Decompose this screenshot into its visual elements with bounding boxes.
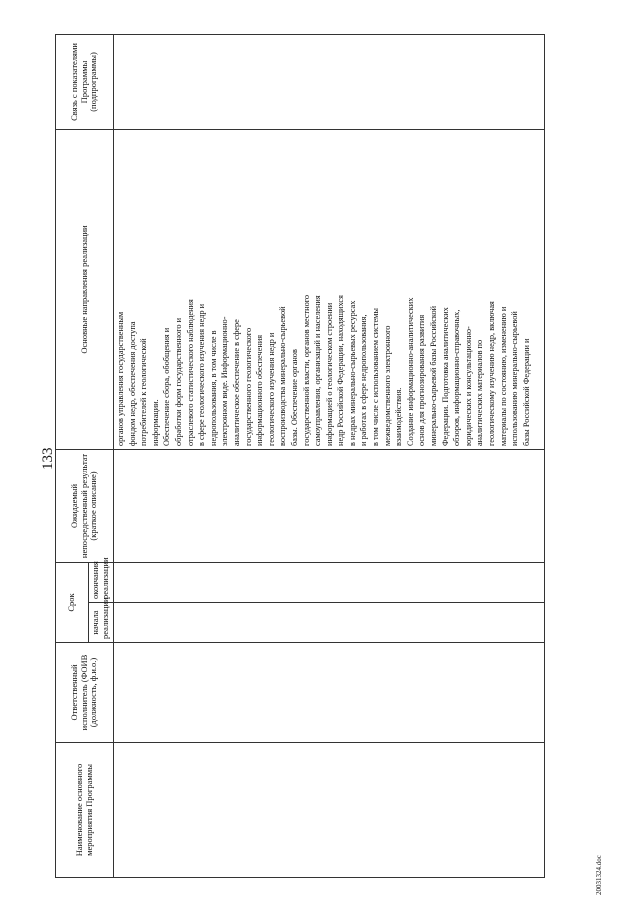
cell-expected-result [114, 450, 545, 563]
page-number: 133 [40, 447, 56, 470]
main-directions-line: межведомственного электронного [382, 325, 392, 446]
main-directions-line: воспроизводства минерально-сырьевой [278, 306, 288, 446]
cell-responsible [114, 643, 545, 743]
main-directions-line: аналитическое обеспечение в сфере [231, 319, 241, 446]
main-directions-line: базы. Обеспечение органов [289, 349, 299, 446]
program-activities-table [55, 34, 545, 878]
main-directions-line: органов управления государственным [116, 311, 125, 446]
main-directions-line: в том числе с использованием системы [371, 308, 381, 446]
cell-event-name [114, 743, 545, 878]
main-directions-line: электронном виде. Информационно- [220, 316, 230, 446]
cell-term-start [114, 603, 545, 643]
header-indicator-link: Связь с показателями Программы (подпрограммы) [56, 35, 114, 130]
main-directions-line: в недрах минерально-сырьевых ресурсах [347, 300, 357, 446]
main-directions-line: Обеспечение сбора, обобщения и [162, 327, 172, 446]
main-directions-line: информации. [150, 399, 160, 446]
main-directions-line: в сфере геологического изучения недр и [197, 303, 207, 446]
main-directions-line: потребителей к геологической [139, 338, 149, 446]
main-directions-line: обработки форм государственного и [173, 317, 183, 446]
main-directions-line: взаимодействия. [394, 387, 404, 446]
main-directions-line: Федерации. Подготовка аналитических [440, 307, 450, 446]
main-directions-line: аналитических материалов по [475, 339, 485, 446]
cell-indicator-link [114, 35, 545, 130]
document-reference: 20031324.doc [595, 855, 603, 895]
main-directions-line: обзоров, информационно-справочных, [452, 309, 462, 446]
cell-term-end [114, 563, 545, 603]
main-directions-line: информационного обеспечения [255, 334, 265, 446]
main-directions-line: и работах в сфере недропользования, [359, 314, 369, 446]
header-responsible: Ответственный исполнитель (ФОИВ (должность, ф.и.о.) [56, 643, 114, 743]
main-directions-line: геологического изучения недр и [266, 332, 276, 446]
main-directions-line: базы Российской Федерации и [521, 338, 531, 446]
header-term-end: окончания реализации [89, 563, 114, 603]
main-directions-line: минерально-сырьевой базы Российской [429, 305, 439, 446]
main-directions-line: использованию минерально-сырьевой [510, 311, 520, 446]
main-directions-line: геологическому изучению недр, включая [487, 301, 496, 446]
main-directions-line: недропользования, в том числе в [208, 330, 218, 446]
main-directions-line: государственной власти, органов местного [301, 294, 311, 446]
table-row [114, 35, 545, 878]
main-directions-line: юридических и консультационно- [463, 326, 473, 446]
main-directions-line: недр Российской Федерации, находящихся [336, 295, 346, 446]
main-directions-line: материалы по состоянию, изменению и [498, 306, 508, 446]
header-expected-result: Ожидаемый непосредственный результат (краткое описание) [56, 450, 114, 563]
main-directions-line: Создание информационно-аналитических [405, 297, 415, 446]
cell-main-directions [114, 130, 545, 450]
main-directions-line: отраслевого статистического наблюдения [185, 299, 195, 446]
main-directions-line: самоуправления, организаций и населения [313, 295, 323, 446]
main-directions-text [115, 133, 532, 446]
header-event-name: Наименование основного мероприятия Программы [56, 743, 114, 878]
main-directions-line: фондом недр, обеспечения доступа [127, 321, 137, 446]
header-main-directions: Основные направления реализации [56, 130, 114, 450]
main-directions-line: государственного геологического [243, 327, 253, 446]
header-term-start: начала реализации [89, 603, 114, 643]
main-directions-line: информацией о геологическом строении [324, 302, 334, 446]
main-directions-line: основ для прогнозирования развития [417, 314, 427, 446]
header-term: Срок [56, 563, 89, 643]
